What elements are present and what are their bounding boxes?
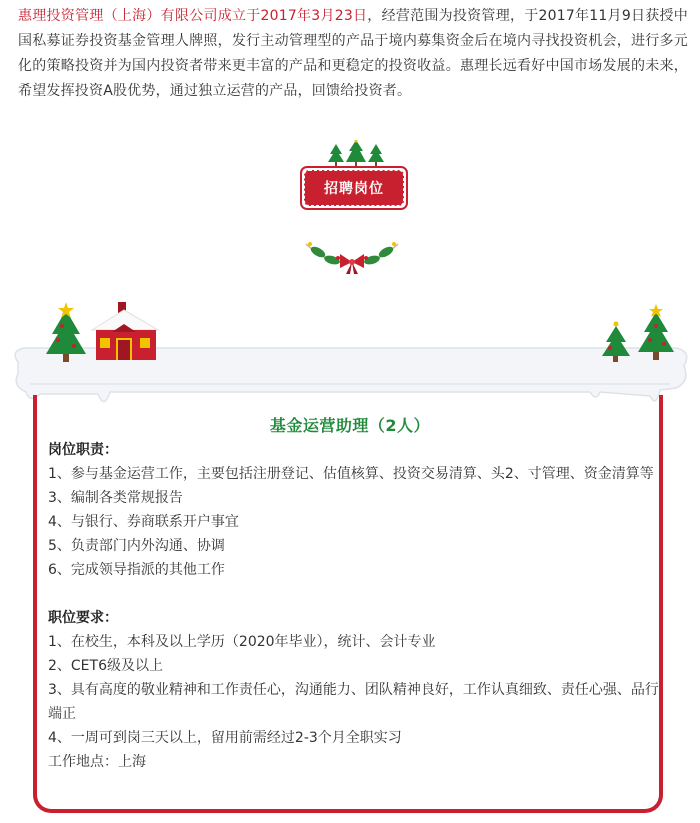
duty-item: 3、编制各类常规报告: [48, 490, 183, 506]
recruitment-button-label: 招聘岗位: [304, 170, 404, 206]
work-location: 工作地点：上海: [48, 754, 146, 770]
spacer: [48, 582, 664, 606]
requirements-heading: 职位要求：: [48, 610, 118, 626]
duty-item: 5、负责部门内外沟通、协调: [48, 538, 225, 554]
job-details: [48, 438, 664, 774]
holly-bow-icon: [300, 236, 404, 276]
company-intro: [18, 4, 688, 104]
requirement-item: 2、CET6级及以上: [48, 658, 163, 674]
christmas-trees-icon: [328, 140, 384, 166]
duty-item: 4、与银行、券商联系开户事宜: [48, 514, 239, 530]
requirement-item: 4、一周可到岗三天以上，留用前需经过2-3个月全职实习: [48, 730, 402, 746]
duty-item: 6、完成领导指派的其他工作: [48, 562, 225, 578]
requirement-item: 3、具有高度的敬业精神和工作责任心，沟通能力、团队精神良好，工作认真细致、责任心强、品行端正: [48, 682, 659, 722]
intro-highlight: 惠理投资管理（上海）有限公司成立于2017年3月23日: [18, 8, 368, 24]
requirement-item: 1、在校生，本科及以上学历（2020年毕业），统计、会计专业: [48, 634, 436, 650]
duty-item: 1、参与基金运营工作，主要包括注册登记、估值核算、投资交易清算、头2、寸管理、资金清算等: [48, 466, 654, 482]
duties-heading: 岗位职责：: [48, 442, 118, 458]
job-title: 基金运营助理（2人）: [269, 416, 431, 435]
recruitment-section-button[interactable]: [300, 166, 408, 210]
house-icon: [92, 302, 158, 360]
intro-text: ，经营范围为投资管理，于2017年11月9日获授中国私募证券投资基金管理人牌照，发行主动管理型的产品于境内募集资金后在境内寻找投资机会，进行多元化的策略投资并为国内投资者带来更丰富的产品和更稳定的投资收益。惠理长远看好中国市场发展的未来，希望发挥投资A股优势，通过独立运营的产品，回馈给投资者。: [18, 8, 688, 99]
left-tree-icon: [46, 302, 86, 362]
